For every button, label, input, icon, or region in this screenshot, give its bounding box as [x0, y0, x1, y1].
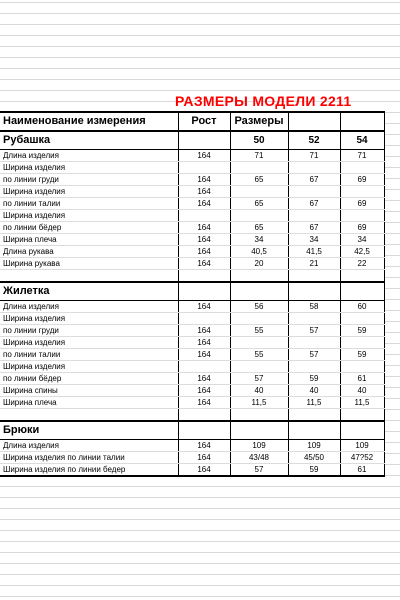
size-value: 40 [230, 385, 288, 397]
measurement-name: Ширина изделия по линии бедер [0, 464, 178, 477]
measurement-name: Ширина изделия [0, 337, 178, 349]
header-row [0, 112, 384, 131]
size-value [230, 186, 288, 198]
size-value: 11,5 [288, 397, 340, 409]
measurement-name: Ширина изделия [0, 313, 178, 325]
table-row [0, 337, 384, 349]
size-value: 65 [230, 222, 288, 234]
size-value: 45/50 [288, 452, 340, 464]
size-value: 61 [340, 373, 384, 385]
size-value [288, 186, 340, 198]
size-header [340, 421, 384, 440]
height-value: 164 [178, 186, 230, 198]
size-table [0, 111, 385, 477]
height-value: 164 [178, 452, 230, 464]
size-value [230, 337, 288, 349]
table-row [0, 210, 384, 222]
height-value: 164 [178, 222, 230, 234]
table-row [0, 373, 384, 385]
table-row [0, 174, 384, 186]
size-value: 69 [340, 198, 384, 210]
height-value [178, 162, 230, 174]
size-value: 42,5 [340, 246, 384, 258]
height-value: 164 [178, 385, 230, 397]
size-value: 22 [340, 258, 384, 270]
table-row [0, 325, 384, 337]
table-row [0, 198, 384, 210]
size-value: 69 [340, 174, 384, 186]
size-value: 59 [288, 373, 340, 385]
size-value: 43/48 [230, 452, 288, 464]
size-value [288, 313, 340, 325]
size-value: 47?52 [340, 452, 384, 464]
spacer-cell [288, 409, 340, 422]
section-name: Рубашка [0, 131, 178, 150]
table-row [0, 150, 384, 162]
table-row [0, 452, 384, 464]
size-value: 71 [340, 150, 384, 162]
section-header-row [0, 282, 384, 301]
size-value: 57 [288, 349, 340, 361]
section-height-cell [178, 131, 230, 150]
table-row [0, 186, 384, 198]
spacer-cell [340, 409, 384, 422]
measurement-name: Длина рукава [0, 246, 178, 258]
size-header [230, 282, 288, 301]
size-value [340, 162, 384, 174]
section-height-cell [178, 282, 230, 301]
size-value: 34 [340, 234, 384, 246]
spacer-cell [288, 270, 340, 283]
table-row [0, 301, 384, 313]
size-value: 69 [340, 222, 384, 234]
height-value [178, 361, 230, 373]
height-value: 164 [178, 373, 230, 385]
size-value: 11,5 [230, 397, 288, 409]
table-row [0, 234, 384, 246]
measurement-name: Ширина изделия [0, 361, 178, 373]
size-value [288, 337, 340, 349]
size-value: 20 [230, 258, 288, 270]
size-header: 50 [230, 131, 288, 150]
size-value: 40 [288, 385, 340, 397]
height-value: 164 [178, 150, 230, 162]
size-value: 40,5 [230, 246, 288, 258]
size-value: 11,5 [340, 397, 384, 409]
spacer-cell [178, 270, 230, 283]
measurement-name: Ширина спины [0, 385, 178, 397]
measurement-name: Ширина изделия [0, 186, 178, 198]
height-value: 164 [178, 325, 230, 337]
size-value: 60 [340, 301, 384, 313]
size-value: 67 [288, 222, 340, 234]
measurement-name: Длина изделия [0, 301, 178, 313]
table-row [0, 162, 384, 174]
size-value [340, 210, 384, 222]
size-value: 41,5 [288, 246, 340, 258]
size-value [230, 313, 288, 325]
spacer-row [0, 270, 384, 283]
size-value [288, 162, 340, 174]
measurement-name: по линии бёдер [0, 373, 178, 385]
size-value: 55 [230, 325, 288, 337]
section-name: Жилетка [0, 282, 178, 301]
spacer-cell [230, 409, 288, 422]
header-name: Наименование измерения [0, 112, 178, 131]
measurement-name: Ширина рукава [0, 258, 178, 270]
header-empty [288, 112, 340, 131]
measurement-name: по линии груди [0, 325, 178, 337]
size-header [340, 282, 384, 301]
size-value: 109 [230, 440, 288, 452]
model-sizes-title: РАЗМЕРЫ МОДЕЛИ 2211 [175, 93, 352, 109]
size-value [230, 162, 288, 174]
measurement-name: Ширина плеча [0, 234, 178, 246]
size-value: 67 [288, 174, 340, 186]
table-row [0, 222, 384, 234]
measurement-name: по линии груди [0, 174, 178, 186]
height-value: 164 [178, 440, 230, 452]
size-value [340, 313, 384, 325]
size-value: 34 [230, 234, 288, 246]
spacer-row [0, 409, 384, 422]
spacer-cell [0, 409, 178, 422]
table-row [0, 440, 384, 452]
height-value [178, 313, 230, 325]
size-value: 57 [288, 325, 340, 337]
size-value [230, 361, 288, 373]
height-value: 164 [178, 397, 230, 409]
size-value [340, 337, 384, 349]
spacer-cell [230, 270, 288, 283]
size-value: 109 [340, 440, 384, 452]
header-empty [340, 112, 384, 131]
table-row [0, 385, 384, 397]
size-value: 67 [288, 198, 340, 210]
size-value: 59 [340, 325, 384, 337]
section-height-cell [178, 421, 230, 440]
size-value [288, 361, 340, 373]
section-header-row [0, 131, 384, 150]
measurement-name: по линии талии [0, 198, 178, 210]
size-value [340, 186, 384, 198]
section-name: Брюки [0, 421, 178, 440]
measurement-name: Длина изделия [0, 440, 178, 452]
size-value [288, 210, 340, 222]
height-value: 164 [178, 246, 230, 258]
size-value: 109 [288, 440, 340, 452]
measurement-name: Ширина плеча [0, 397, 178, 409]
height-value: 164 [178, 464, 230, 477]
measurement-name: по линии бёдер [0, 222, 178, 234]
size-value: 61 [340, 464, 384, 477]
size-value: 71 [230, 150, 288, 162]
table-row [0, 349, 384, 361]
size-value [340, 361, 384, 373]
size-value: 34 [288, 234, 340, 246]
height-value: 164 [178, 337, 230, 349]
header-height: Рост [178, 112, 230, 131]
measurement-name: по линии талии [0, 349, 178, 361]
height-value [178, 210, 230, 222]
section-header-row [0, 421, 384, 440]
spacer-cell [0, 270, 178, 283]
height-value: 164 [178, 301, 230, 313]
size-value: 57 [230, 373, 288, 385]
height-value: 164 [178, 349, 230, 361]
size-value: 71 [288, 150, 340, 162]
table-row [0, 397, 384, 409]
measurement-name: Ширина изделия по линии талии [0, 452, 178, 464]
size-value: 55 [230, 349, 288, 361]
height-value: 164 [178, 198, 230, 210]
spacer-cell [178, 409, 230, 422]
size-value: 59 [340, 349, 384, 361]
height-value: 164 [178, 234, 230, 246]
size-value: 58 [288, 301, 340, 313]
measurement-name: Длина изделия [0, 150, 178, 162]
size-value: 57 [230, 464, 288, 477]
size-header: 54 [340, 131, 384, 150]
size-value: 65 [230, 198, 288, 210]
size-header: 52 [288, 131, 340, 150]
height-value: 164 [178, 174, 230, 186]
height-value: 164 [178, 258, 230, 270]
size-value [230, 210, 288, 222]
size-value: 21 [288, 258, 340, 270]
table-row [0, 361, 384, 373]
size-value: 65 [230, 174, 288, 186]
size-header [288, 421, 340, 440]
size-header [288, 282, 340, 301]
header-sizes: Размеры [230, 112, 288, 131]
table-row [0, 258, 384, 270]
measurement-name: Ширина изделия [0, 210, 178, 222]
measurement-name: Ширина изделия [0, 162, 178, 174]
size-value: 56 [230, 301, 288, 313]
table-row [0, 246, 384, 258]
size-header [230, 421, 288, 440]
spacer-cell [340, 270, 384, 283]
size-value: 40 [340, 385, 384, 397]
size-value: 59 [288, 464, 340, 477]
table-row [0, 313, 384, 325]
table-row [0, 464, 384, 477]
